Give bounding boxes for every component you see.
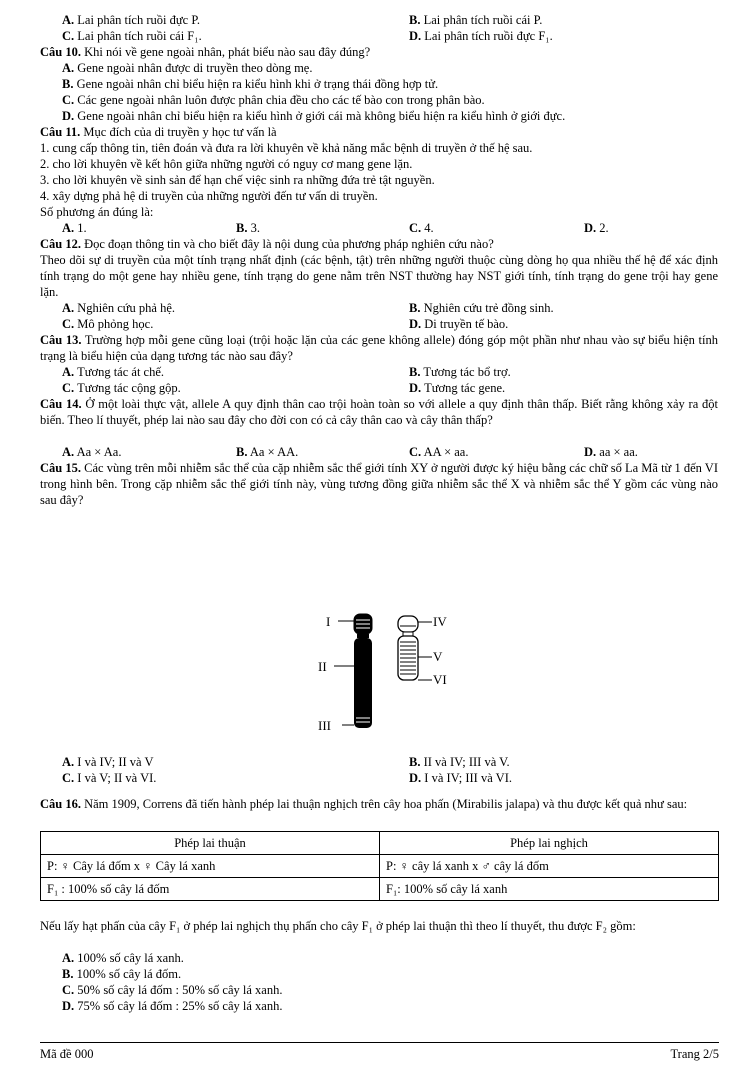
q10-option-a: A. Gene ngoài nhân được di truyền theo dòng mẹ. [62,61,313,75]
option-c: C. Lai phân tích ruồi cái F₁. [62,29,202,43]
q13-option-b: B. Tương tác bổ trợ. [409,365,511,379]
q11-option-c: C. 4. [409,221,434,235]
q13-option-d: D. Tương tác gene. [409,381,506,395]
cross-results-table [40,831,719,901]
cell-reverse-f1: F₁: 100% số cây lá xanh [380,878,719,901]
q15-option-b: B. II và IV; III và V. [409,755,510,769]
q16-option-b: B. 100% số cây lá đốm. [62,967,182,981]
question-14: Câu 14. Ở một loài thực vật, allele A quy định thân cao trội hoàn toàn so với allele a quy định thân thấp. Biết rằng không xảy ra đột biến. Theo lí thuyết, phép lai nào sau đây cho đời con có cả cây thân cao và cây thân thấp? [40,397,719,427]
q10-option-c: C. Các gene ngoài nhân luôn được phân chia đều cho các tế bào con trong phân bào. [62,93,485,107]
q11-option-b: B. 3. [236,221,260,235]
page-number: Trang 2/5 [670,1047,719,1061]
question-12: Câu 12. Đọc đoạn thông tin và cho biết đây là nội dung của phương pháp nghiên cứu nào? [40,237,494,251]
question-10: Câu 10. Khi nói về gene ngoài nhân, phát biểu nào sau đây đúng? [40,45,371,59]
q13-option-a: A. Tương tác át chế. [62,365,165,379]
header-reciprocal-reverse: Phép lai nghịch [380,832,719,855]
q13-option-c: C. Tương tác cộng gộp. [62,381,181,395]
x-chromosome [354,614,372,728]
region-label-ii: II [318,659,327,674]
question-15: Câu 15. Các vùng trên mỗi nhiễm sắc thể của cặp nhiễm sắc thể giới tính XY ở người được ký hiệu bằng các chữ số La Mã từ 1 đến VI trong hình bên. Trong cặp nhiễm sắc thể giới tính này, vùng tương đồng giữa nhiễm sắc thể X và nhiễm sắc thể Y gồm các vùng nào sau đây? [40,461,718,507]
cell-forward-parents: P: ♀ Cây lá đốm x ♀ Cây lá xanh [41,855,380,878]
q14-option-c: C. AA × aa. [409,445,469,459]
q12-option-d: D. Di truyền tế bào. [409,317,509,331]
q11-item-2: 2. cho lời khuyên về kết hôn giữa những người có nguy cơ mang gene lặn. [40,157,413,171]
q16-option-d: D. 75% số cây lá đốm : 25% số cây lá xanh. [62,999,283,1013]
option-d: D. Lai phân tích ruồi đực F₁. [409,29,553,43]
option-a: A. Lai phân tích ruồi đực P. [62,13,201,27]
region-label-iv: IV [433,614,447,629]
q16-option-a: A. 100% số cây lá xanh. [62,951,184,965]
region-label-vi: VI [433,672,447,687]
q14-option-d: D. aa × aa. [584,445,638,459]
q11-item-4: 4. xây dựng phả hệ di truyền của những người đến tư vấn di truyền. [40,189,378,203]
q11-option-a: A. 1. [62,221,87,235]
region-label-iii: III [318,718,331,733]
cell-reverse-parents: P: ♀ cây lá xanh x ♂ cây lá đốm [380,855,719,878]
q12-option-a: A. Nghiên cứu phả hệ. [62,301,175,315]
q10-option-d: D. Gene ngoài nhân chỉ biểu hiện ra kiểu hình ở giới cái mà không biểu hiện ra kiểu hình ở giới đực. [62,109,566,123]
xy-chromosome-figure [300,610,470,745]
header-reciprocal-forward: Phép lai thuận [41,832,380,855]
table-row [41,855,719,878]
question-13: Câu 13. Trường hợp mỗi gene cũng loại (trội hoặc lặn của các gene không allele) đóng góp một phần như nhau vào sự biểu hiện tính trạng là biểu hiện của dạng tương tác nào sau đây? [40,333,718,363]
q15-option-d: D. I và IV; III và VI. [409,771,512,785]
option-b: B. Lai phân tích ruồi cái P. [409,13,543,27]
q12-option-b: B. Nghiên cứu trẻ đồng sinh. [409,301,554,315]
q11-item-3: 3. cho lời khuyên về sinh sản để hạn chế việc sinh ra những đứa trẻ tật nguyền. [40,173,435,187]
y-chromosome [398,616,418,680]
q12-passage: Theo dõi sự di truyền của một tính trạng nhất định (các bệnh, tật) trên những người thuộc cùng dòng họ qua nhiều thế hệ để xác định tính trạng do một gene hay nhiều gene, tính trạng do gene nằm trên NST thường hay NST giới tính, tính trạng do gene trội hay gene lặn. [40,253,718,299]
region-label-i: I [326,614,331,629]
exam-code: Mã đề 000 [40,1047,94,1061]
table-row [41,878,719,901]
q11-option-d: D. 2. [584,221,609,235]
q14-option-a: A. Aa × Aa. [62,445,122,459]
q10-option-b: B. Gene ngoài nhân chỉ biểu hiện ra kiểu hình khi ở trạng thái đồng hợp tử. [62,77,439,91]
q15-option-c: C. I và V; II và VI. [62,771,157,785]
question-16: Câu 16. Năm 1909, Correns đã tiến hành phép lai thuận nghịch trên cây hoa phấn (Mirabilis jalapa) và thu được kết quả như sau: [40,797,688,811]
q16-option-c: C. 50% số cây lá đốm : 50% số cây lá xanh. [62,983,283,997]
region-label-v: V [433,649,443,664]
q14-option-b: B. Aa × AA. [236,445,299,459]
q11-item-1: 1. cung cấp thông tin, tiên đoán và đưa ra lời khuyên về khả năng mắc bệnh di truyền ở thế hệ sau. [40,141,533,155]
cell-forward-f1: F₁ : 100% số cây lá đốm [41,878,380,901]
table-header-row [41,832,719,855]
footer-divider [40,1042,719,1043]
question-11: Câu 11. Mục đích của di truyền y học tư vấn là [40,125,277,139]
q12-option-c: C. Mô phỏng học. [62,317,154,331]
q15-option-a: A. I và IV; II và V [62,755,154,769]
q16-followup: Nếu lấy hạt phấn của cây F₁ ở phép lai nghịch thụ phấn cho cây F₁ ở phép lai thuận thì theo lí thuyết, thu được F₂ gồm: [40,919,636,933]
q11-count-line: Số phương án đúng là: [40,205,154,219]
